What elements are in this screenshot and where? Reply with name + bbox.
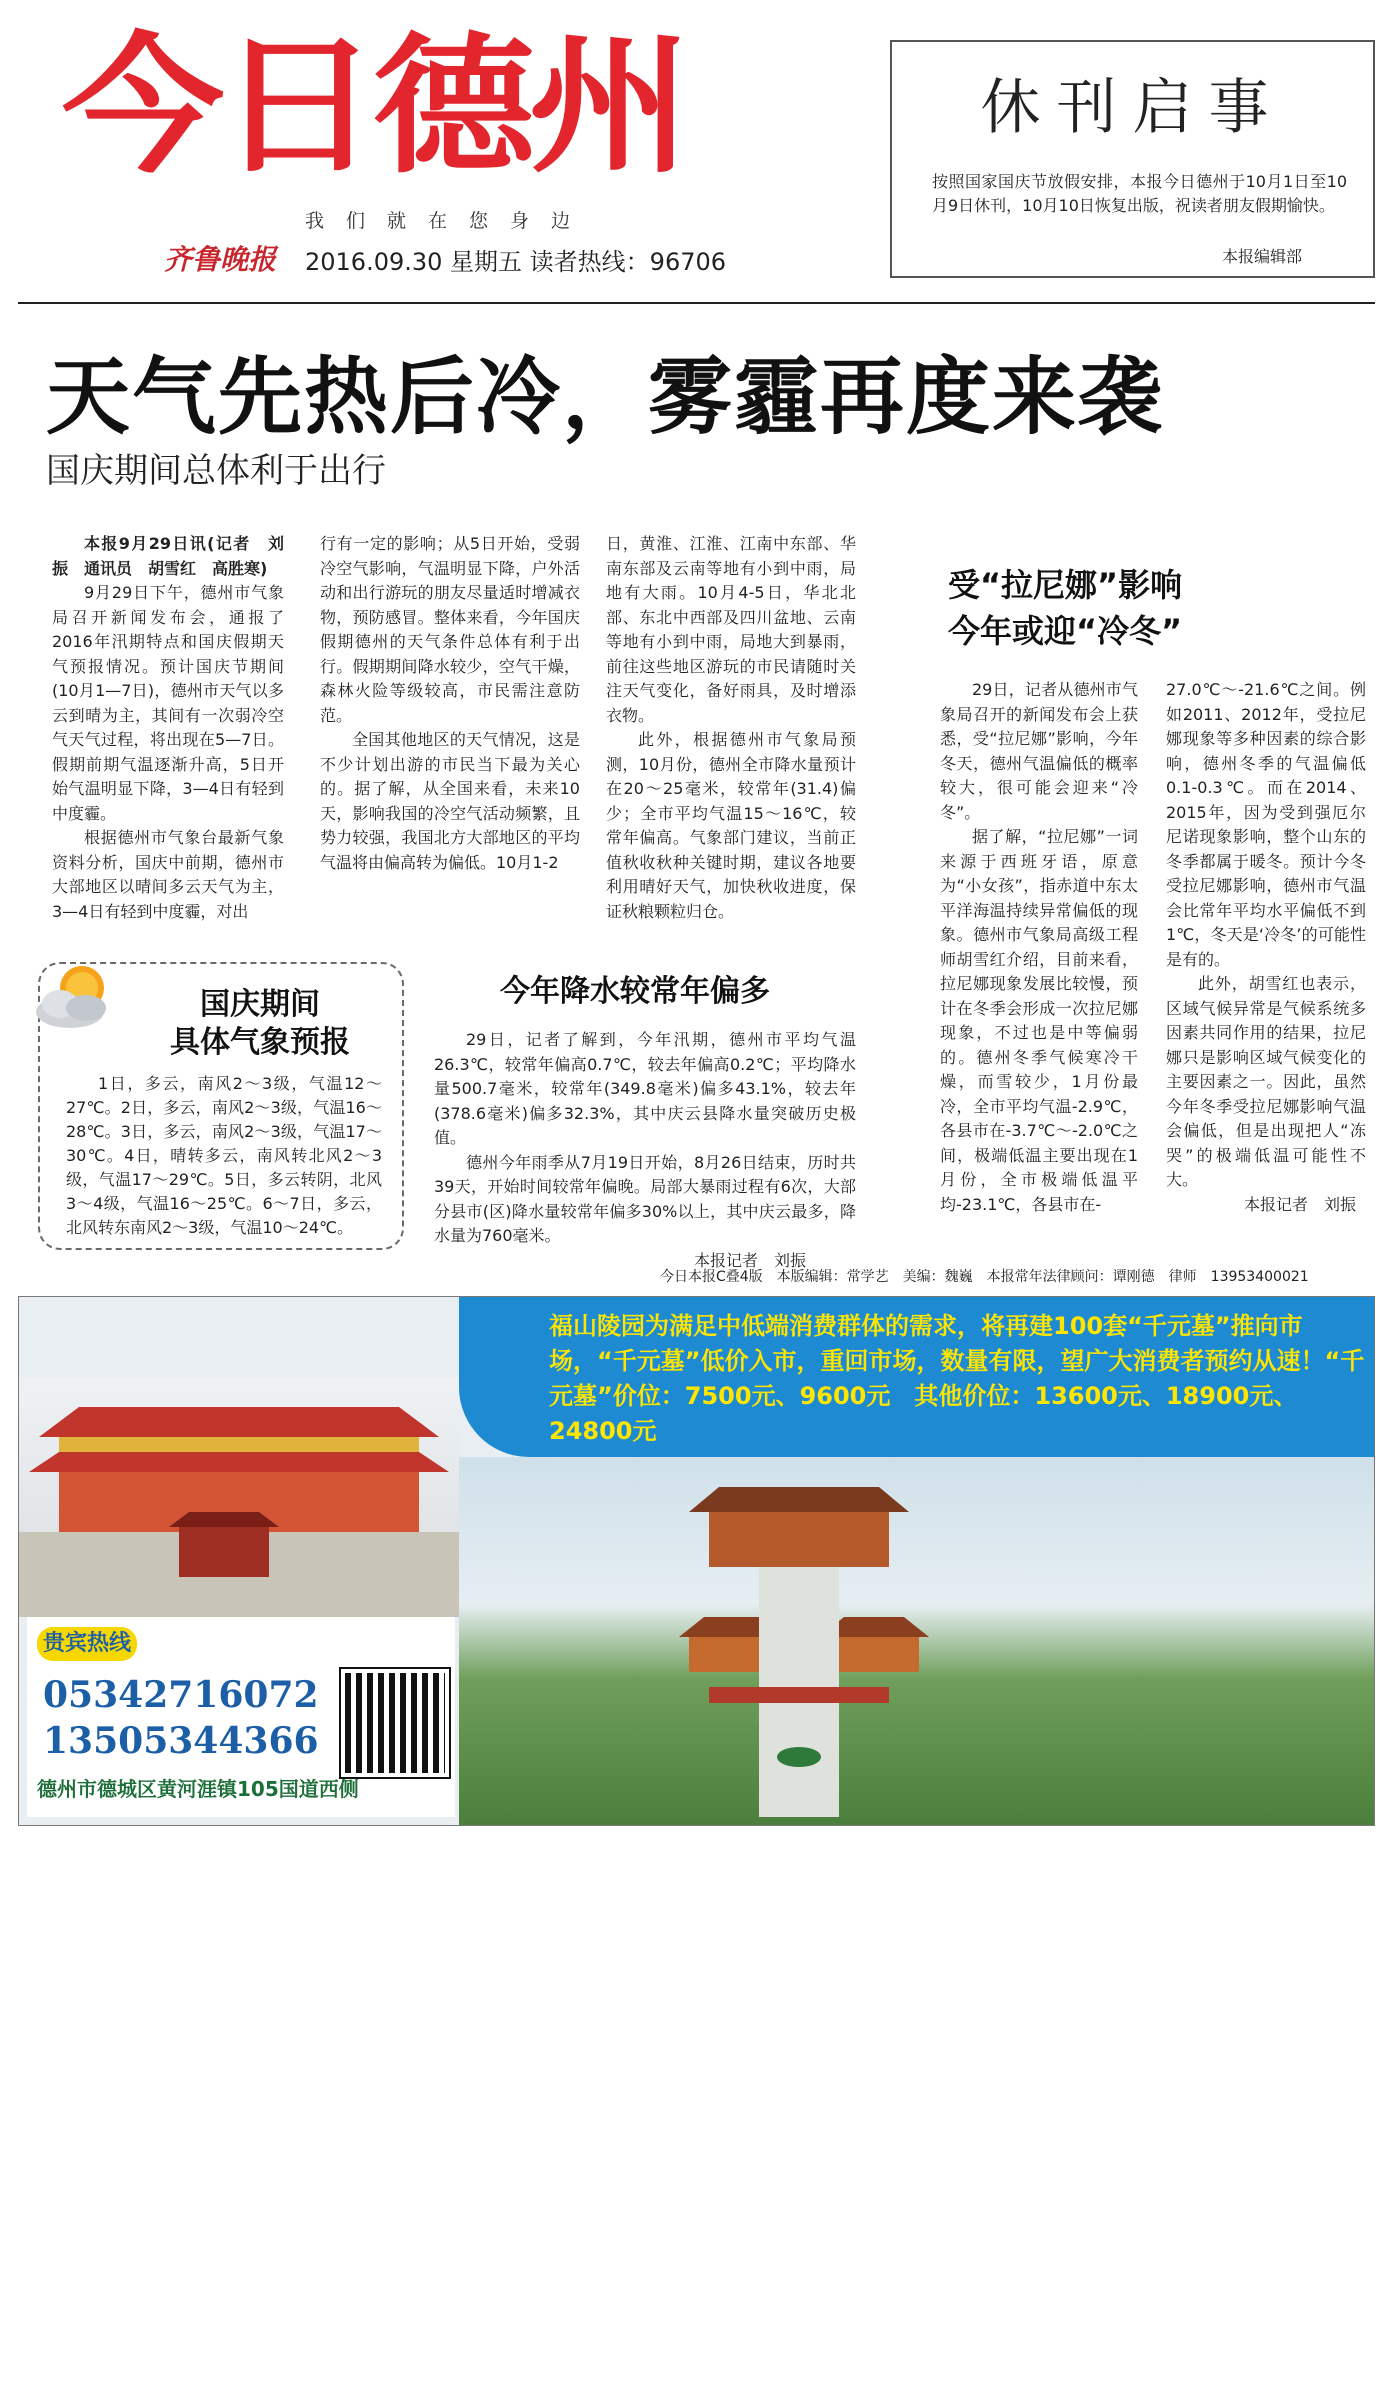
hotline-numbers bbox=[43, 1672, 319, 1764]
ad-temple-photo bbox=[19, 1377, 459, 1617]
rain-body bbox=[434, 1028, 856, 1273]
sidebar-paragraph: 29日，记者从德州市气象局召开的新闻发布会上获悉，受“拉尼娜”影响，今年冬天，德州气温偏低的概率较大，很可能会迎来“冷冬”。 bbox=[940, 680, 1138, 822]
sidebar-paragraph: 据了解，“拉尼娜”一词来源于西班牙语，原意为“小女孩”，指赤道中东太平洋海温持续异常偏低的现象。德州市气象局高级工程师胡雪红介绍，目前来看，拉尼娜现象发展比较慢，预计在冬季会形成一次拉尼娜现象，不过也是中等偏弱的。德州冬季气候寒冷干燥，而雪较少，1月份最冷，全市平均气温-2.9℃，各县市在-3.7℃～-2.0℃之间，极端低温主要出现在1月份，全市极端低温平均-23.1℃，各县市在- bbox=[940, 827, 1138, 1214]
sidebar-paragraph: 27.0℃～-21.6℃之间。例如2011、2012年，受拉尼娜现象等多种因素的综合影响，德州冬季的气温偏低0.1-0.3℃。而在2014、2015年，因为受到强厄尔尼诺现象影响，整个山东的冬季都属于暖冬。预计今冬受拉尼娜影响，德州市气温会比常年平均水平偏低不到1℃，冬天是‘冷冬’的可能性是有的。 bbox=[1166, 680, 1366, 969]
dateline: 2016.09.30 星期五 读者热线：96706 bbox=[305, 248, 727, 276]
article-column-2 bbox=[320, 532, 580, 875]
aerial-view-illustration bbox=[459, 1457, 1375, 1826]
ad-aerial-photo bbox=[459, 1457, 1375, 1826]
notice-body: 按照国家国庆节放假安排，本报今日德州于10月1日至10月9日休刊，10月10日恢复出版，祝读者朋友假期愉快。 bbox=[932, 172, 1347, 215]
article-paragraph: 9月29日下午，德州市气象局召开新闻发布会，通报了2016年汛期特点和国庆假期天气预报情况。预计国庆节期间(10月1—7日)，德州市天气以多云到晴为主，其间有一次弱冷空气天气过程，将出现在5—7日。假期前期气温逐渐升高，5日开始气温明显下降，3—4日有轻到中度霾。 bbox=[52, 583, 284, 823]
forecast-title: 国庆期间 具体气象预报 bbox=[170, 987, 350, 1060]
cemetery-advertisement bbox=[18, 1296, 1375, 1826]
forecast-body: 1日，多云，南风2～3级，气温12～27℃。2日，多云，南风2～3级，气温16～28℃。3日，多云，南风2～3级，气温17～30℃。4日，晴转多云，南风转北风2～3级，气温17～29℃。5日，多云转阴，北风3～4级，气温16～25℃。6～7日，多云，北风转东南风2～3级，气温10～24℃。 bbox=[66, 1074, 382, 1237]
divider bbox=[18, 302, 1375, 304]
sidebar-signature: 本报记者 刘振 bbox=[1243, 1194, 1356, 1214]
article-byline: 本报9月29日讯(记者 刘振 通讯员 胡雪红 高胜寒) bbox=[52, 534, 284, 578]
sidebar-column-2 bbox=[1166, 678, 1366, 1217]
qr-code-icon bbox=[341, 1669, 449, 1777]
notice-signature: 本报编辑部 bbox=[1222, 247, 1303, 266]
ad-address: 德州市德城区黄河涯镇105国道西侧 bbox=[37, 1777, 359, 1801]
rain-paragraph: 29日，记者了解到，今年汛期，德州市平均气温26.3℃，较常年偏高0.7℃，较去年偏高0.2℃；平均降水量500.7毫米，较常年(349.8毫米)偏多43.1%，较去年(378.6毫米)偏多32.3%，其中庆云县降水量突破历史极值。 bbox=[434, 1030, 856, 1147]
headline: 天气先热后冷，雾霾再度来袭 bbox=[46, 348, 1165, 446]
hotline-label: 贵宾热线 bbox=[37, 1627, 137, 1661]
forecast-box bbox=[38, 962, 404, 1250]
article-column-1 bbox=[52, 532, 284, 924]
rain-title: 今年降水较常年偏多 bbox=[500, 974, 770, 1009]
notice-title: 休刊启事 bbox=[980, 73, 1285, 143]
rain-paragraph: 德州今年雨季从7月19日开始，8月26日结束，历时共39天，开始时间较常年偏晚。局部大暴雨过程有6次，大部分县市(区)降水量较常年偏多30%以上，其中庆云最多，降水量为760毫米。 bbox=[434, 1152, 856, 1245]
article-paragraph: 日，黄淮、江淮、江南中东部、华南东部及云南等地有小到中雨，局地有大雨。10月4-5日，华北北部、东北中西部及四川盆地、云南等地有小到中雨，局地大到暴雨，前往这些地区游玩的市民请随时关注天气变化，备好雨具，及时增添衣物。 bbox=[606, 534, 856, 725]
hotline-phone-2: 13505344366 bbox=[43, 1720, 319, 1762]
article-paragraph: 全国其他地区的天气情况，这是不少计划出游的市民当下最为关心的。据了解，从全国来看，未来10天，影响我国的冷空气活动频繁，且势力较强，我国北方大部地区的平均气温将由偏高转为偏低。10月1-2 bbox=[320, 730, 580, 872]
ad-copy: 福山陵园为满足中低端消费群体的需求，将再建100套“千元墓”推向市场，“千元墓”低价入市，重回市场，数量有限，望广大消费者预约从速！“千元墓”价位：7500元、9600元 其他价位：13600元、18900元、24800元 bbox=[549, 1312, 1365, 1445]
suspension-notice bbox=[890, 40, 1375, 278]
slogan: 我们就在您身边 bbox=[305, 210, 593, 232]
hotline-phone-1: 05342716072 bbox=[43, 1674, 319, 1716]
ad-banner bbox=[459, 1297, 1375, 1457]
rain-signature: 本报记者 刘振 bbox=[693, 1250, 806, 1270]
masthead-title: 今日德州 bbox=[62, 20, 685, 194]
sun-cloud-icon bbox=[30, 956, 126, 1036]
article-column-3 bbox=[606, 532, 856, 924]
subheadline: 国庆期间总体利于出行 bbox=[46, 451, 386, 491]
page-credits: 今日本报C叠4版 本版编辑：常学艺 美编：魏巍 本报常年法律顾问：谭刚德 律师 13953400021 bbox=[660, 1269, 1309, 1285]
article-paragraph: 根据德州市气象台最新气象资料分析，国庆中前期，德州市大部地区以晴间多云天气为主，3—4日有轻到中度霾，对出 bbox=[52, 828, 284, 921]
sidebar-title: 受“拉尼娜”影响 今年或迎“冷冬” bbox=[948, 566, 1183, 650]
article-paragraph: 行有一定的影响；从5日开始，受弱冷空气影响，气温明显下降，户外活动和出行游玩的朋友尽量适时增减衣物，预防感冒。整体来看，今年国庆假期德州的天气条件总体有利于出行。假期期间降水较少，空气干燥，森林火险等级较高，市民需注意防范。 bbox=[320, 534, 580, 725]
sidebar-column-1 bbox=[940, 678, 1138, 1217]
article-paragraph: 此外，根据德州市气象局预测，10月份，德州全市降水量预计在20～25毫米，较常年(31.4)偏少；全市平均气温15～16℃，较常年偏高。气象部门建议，当前正值秋收秋种关键时期，建议各地要利用晴好天气，加快秋收进度，保证秋粮颗粒归仓。 bbox=[606, 730, 856, 921]
temple-illustration bbox=[19, 1377, 459, 1617]
publication-logo: 齐鲁晚报 bbox=[164, 243, 277, 276]
sidebar-paragraph: 此外，胡雪红也表示，区域气候异常是气候系统多因素共同作用的结果，拉尼娜只是影响区域气候变化的主要因素之一。因此，虽然今年冬季受拉尼娜影响气温会偏低，但是出现把人“冻哭”的极端低温可能性不大。 bbox=[1166, 974, 1366, 1189]
